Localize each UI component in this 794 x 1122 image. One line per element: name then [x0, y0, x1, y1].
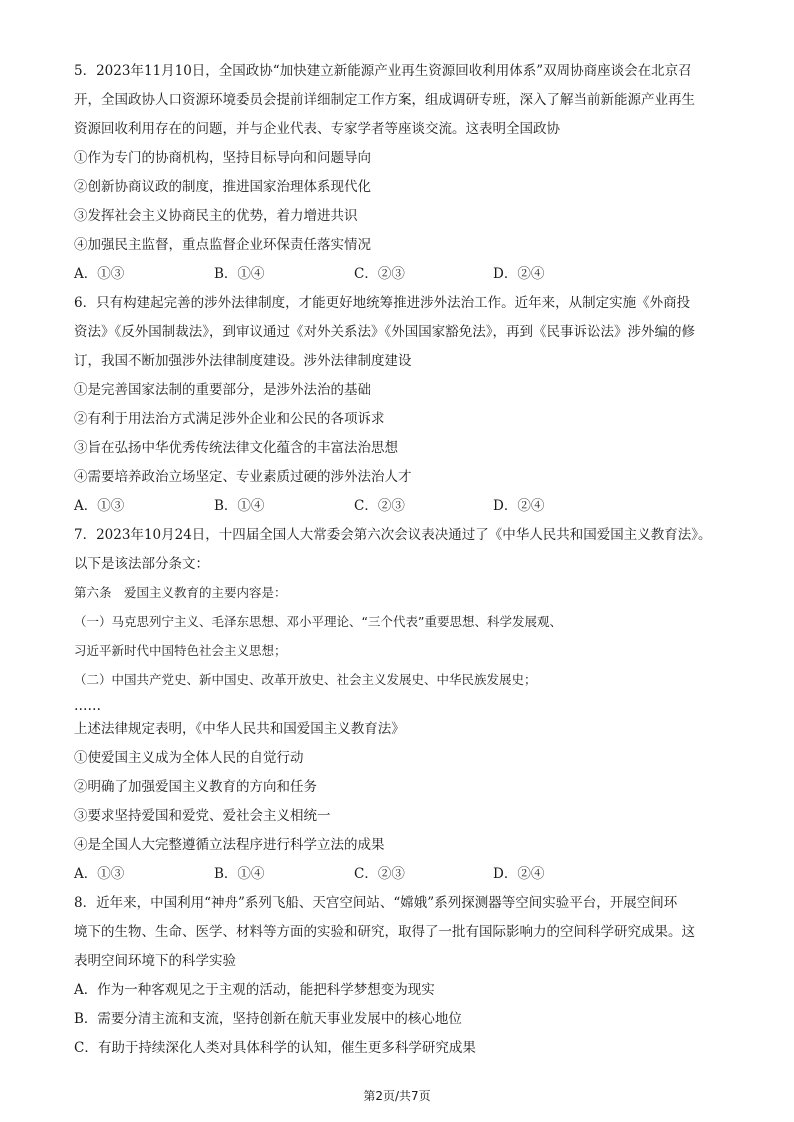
- q5-item-3: ③发挥社会主义协商民主的优势，着力增进共识: [74, 208, 358, 224]
- q7-law-article: 第六条 爱国主义教育的主要内容是：: [74, 585, 287, 600]
- q7-option-d: D．②④: [493, 866, 545, 882]
- q6-option-b: B．①④: [214, 498, 265, 514]
- q5-item-4: ④加强民主监督，重点监督企业环保责任落实情况: [74, 237, 371, 253]
- q7-item-2: ②明确了加强爱国主义教育的方向和任务: [74, 779, 317, 795]
- q8-stem-line-1: 8．近年来，中国利用“神舟”系列飞船、天宫空间站、“嫦娥”系列探测器等空间实验平台，开展空间环: [74, 895, 678, 911]
- q8-choice-b: B．需要分清主流和支流，坚持创新在航天事业发展中的核心地位: [74, 1011, 462, 1027]
- q7-question-stem: 上述法律规定表明，《中华人民共和国爱国主义教育法》: [74, 721, 405, 737]
- q5-option-d: D．②④: [493, 266, 545, 282]
- q7-law-ellipsis: ……: [74, 698, 101, 714]
- q5-stem-line-1: 5．2023年11月10日，全国政协“加快建立新能源产业再生资源回收利用体系”双周协商座谈会在北京召: [74, 63, 692, 79]
- q5-stem-line-2: 开，全国政协人口资源环境委员会提前详细制定工作方案，组成调研专班，深入了解当前新能源产业再生: [74, 92, 695, 108]
- q6-stem-line-3: 订，我国不断加强涉外法律制度建设。涉外法律制度建设: [74, 353, 412, 369]
- q5-stem-line-3: 资源回收利用存在的问题，并与企业代表、专家学者等座谈交流。这表明全国政协: [74, 121, 560, 137]
- q6-item-4: ④需要培养政治立场坚定、专业素质过硬的涉外法治人才: [74, 469, 412, 485]
- q7-stem-line-2: 以下是该法部分条文：: [74, 556, 209, 572]
- q6-item-2: ②有利于用法治方式满足涉外企业和公民的各项诉求: [74, 411, 385, 427]
- q6-item-1: ①是完善国家法制的重要部分，是涉外法治的基础: [74, 382, 371, 398]
- q5-option-a: A．①③: [74, 266, 125, 282]
- q6-item-3: ③旨在弘扬中华优秀传统法律文化蕴含的丰富法治思想: [74, 440, 398, 456]
- q6-stem-line-2: 资法》《反外国制裁法》，到审议通过《对外关系法》《外国国家豁免法》，再到《民事诉讼法》涉外编的修: [74, 324, 695, 340]
- page-number: 第2页/共7页: [363, 1089, 431, 1103]
- q7-option-a: A．①③: [74, 866, 125, 882]
- q8-stem-line-2: 境下的生物、生命、医学、材料等方面的实验和研究，取得了一批有国际影响力的空间科学研究成果。这: [74, 924, 695, 940]
- q7-option-c: C．②③: [354, 866, 405, 882]
- q7-law-clause-1: （一）马克思列宁主义、毛泽东思想、邓小平理论、“三个代表”重要思想、科学发展观、: [74, 614, 562, 629]
- q6-option-c: C．②③: [354, 498, 405, 514]
- q7-item-3: ③要求坚持爱国和爱党、爱社会主义相统一: [74, 808, 331, 824]
- q5-option-b: B．①④: [214, 266, 265, 282]
- q7-law-clause-2: （二）中国共产党史、新中国史、改革开放史、社会主义发展史、中华民族发展史；: [74, 672, 537, 687]
- q8-choice-a: A．作为一种客观见之于主观的活动，能把科学梦想变为现实: [74, 982, 435, 998]
- q7-item-4: ④是全国人大完整遵循立法程序进行科学立法的成果: [74, 837, 385, 853]
- q5-item-2: ②创新协商议政的制度，推进国家治理体系现代化: [74, 179, 371, 195]
- q6-option-d: D．②④: [493, 498, 545, 514]
- q7-option-b: B．①④: [214, 866, 265, 882]
- q5-item-1: ①作为专门的协商机构，坚持目标导向和问题导向: [74, 150, 371, 166]
- q7-law-clause-1-cont: 习近平新时代中国特色社会主义思想；: [74, 643, 287, 658]
- q7-stem-line-1: 7．2023年10月24日，十四届全国人大常委会第六次会议表决通过了《中华人民共和国爱国主义教育法》。: [74, 527, 712, 543]
- q8-choice-c: C．有助于持续深化人类对具体科学的认知，催生更多科学研究成果: [74, 1040, 476, 1056]
- q5-option-c: C．②③: [354, 266, 405, 282]
- q6-option-a: A．①③: [74, 498, 125, 514]
- q6-stem-line-1: 6．只有构建起完善的涉外法律制度，才能更好地统筹推进涉外法治工作。近年来，从制定实施《外商投: [74, 295, 691, 311]
- q7-item-1: ①使爱国主义成为全体人民的自觉行动: [74, 750, 304, 766]
- q8-stem-line-3: 表明空间环境下的科学实验: [74, 953, 236, 969]
